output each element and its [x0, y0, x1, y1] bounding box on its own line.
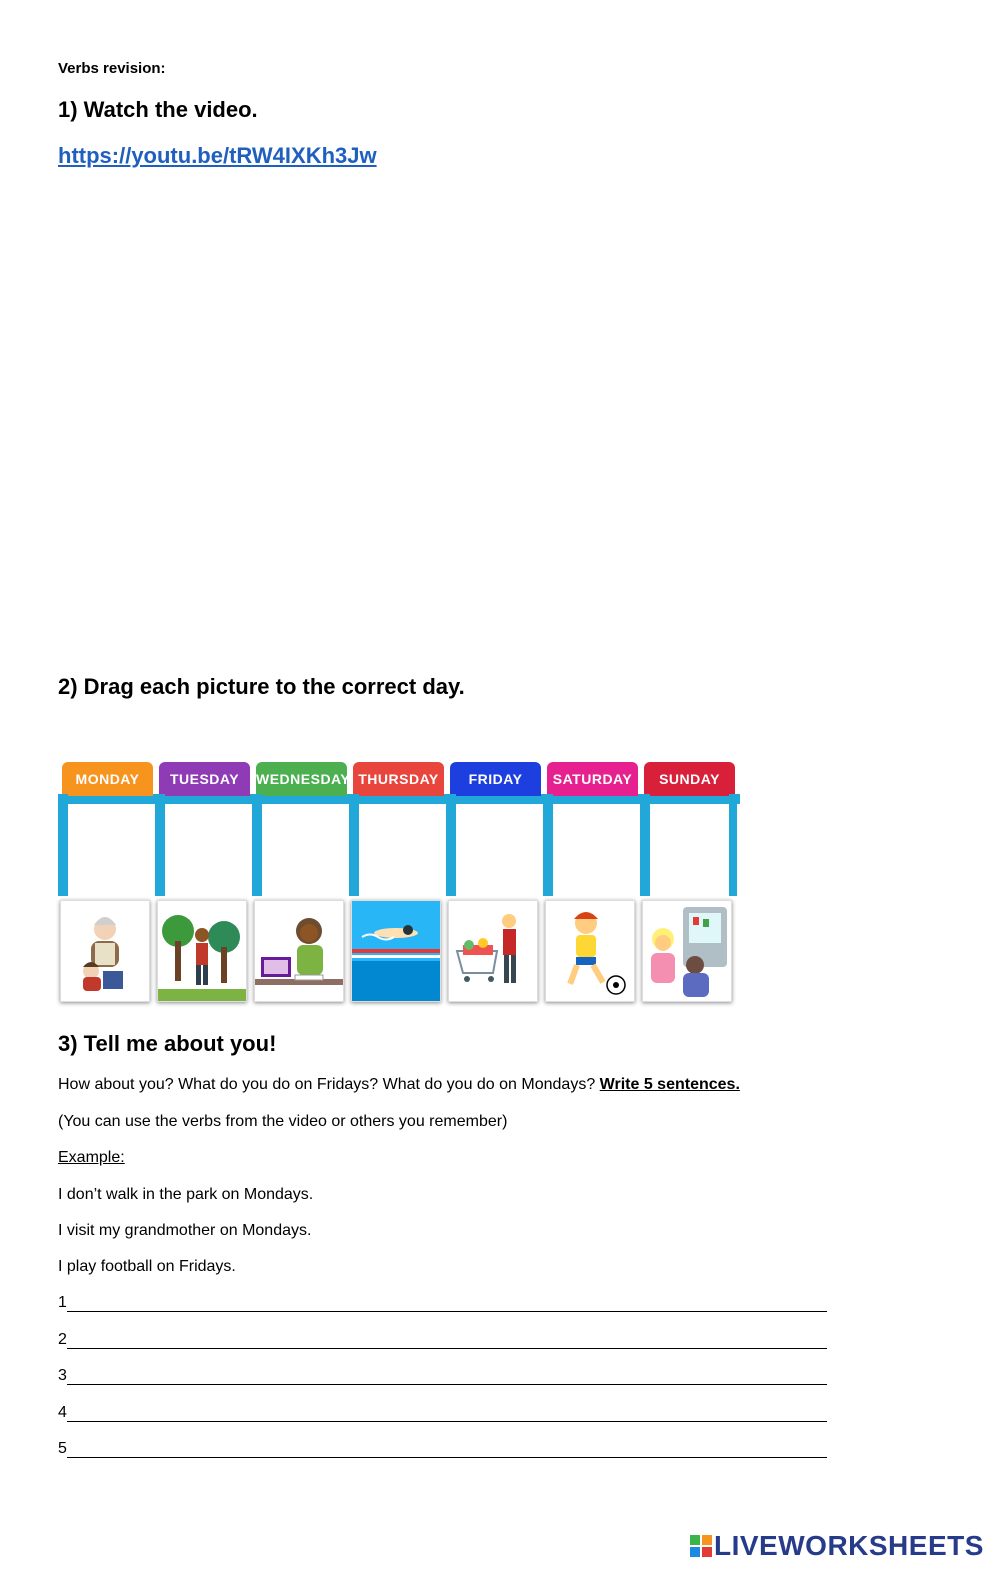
section-1-heading: 1) Watch the video. — [58, 97, 258, 122]
day-label-tuesday: TUESDAY — [159, 762, 250, 796]
answer-blank[interactable] — [67, 1405, 827, 1422]
weekday-calendar — [58, 760, 740, 898]
answer-number: 4 — [58, 1404, 67, 1421]
drop-zone-sunday[interactable] — [650, 804, 737, 894]
swimming-illustration — [352, 901, 440, 1001]
picture-card-walking-in-park[interactable] — [157, 900, 247, 1002]
example-sentence: I visit my grandmother on Mondays. — [58, 1222, 312, 1239]
answer-blank[interactable] — [67, 1368, 827, 1385]
question: How about you? What do you do on Fridays? What do you do on Mondays? — [58, 1076, 596, 1093]
drop-zone-tuesday[interactable] — [165, 804, 252, 894]
answer-number: 5 — [58, 1440, 67, 1457]
answer-line-5[interactable] — [58, 1440, 827, 1458]
calendar-divider — [640, 794, 650, 896]
answer-line-3[interactable] — [58, 1367, 827, 1385]
calendar-divider — [729, 794, 737, 896]
picture-card-swimming[interactable] — [351, 900, 441, 1002]
shopping-cart-illustration — [449, 901, 537, 1001]
calendar-divider — [446, 794, 456, 896]
example-sentence: I play football on Fridays. — [58, 1258, 236, 1275]
section-2-heading: 2) Drag each picture to the correct day. — [58, 674, 465, 699]
drop-zone-wednesday[interactable] — [262, 804, 349, 894]
liveworksheets-logo — [690, 1530, 984, 1562]
drop-zone-friday[interactable] — [456, 804, 543, 894]
liveworksheets-logo-icon — [690, 1535, 712, 1557]
calendar-divider — [155, 794, 165, 896]
calendar-divider — [252, 794, 262, 896]
answer-blank[interactable] — [67, 1441, 827, 1458]
answer-number: 3 — [58, 1367, 67, 1384]
day-label-thursday: THURSDAY — [353, 762, 444, 796]
day-label-friday: FRIDAY — [450, 762, 541, 796]
logo-text: LIVEWORKSHEETS — [714, 1530, 984, 1561]
drop-zone-thursday[interactable] — [359, 804, 446, 894]
hint-text: (You can use the verbs from the video or others you remember) — [58, 1113, 508, 1130]
video-link[interactable]: https://youtu.be/tRW4IXKh3Jw — [58, 143, 377, 168]
walking-in-park-illustration — [158, 901, 246, 1001]
answer-blank[interactable] — [67, 1332, 827, 1349]
question-emphasis: Write 5 sentences. — [599, 1076, 740, 1093]
playing-football-illustration — [546, 901, 634, 1001]
answer-blank[interactable] — [67, 1295, 827, 1312]
calendar-divider — [349, 794, 359, 896]
answer-number: 1 — [58, 1294, 67, 1311]
day-label-sunday: SUNDAY — [644, 762, 735, 796]
answer-line-2[interactable] — [58, 1331, 827, 1349]
answer-line-1[interactable] — [58, 1294, 827, 1312]
studying-at-computer-illustration — [255, 901, 343, 1001]
picture-row — [58, 900, 738, 1004]
example-sentence: I don’t walk in the park on Mondays. — [58, 1186, 314, 1203]
drop-zone-saturday[interactable] — [553, 804, 640, 894]
worksheet-title: Verbs revision: — [58, 60, 166, 77]
calendar-divider — [58, 794, 68, 896]
picture-card-playing-football[interactable] — [545, 900, 635, 1002]
day-label-saturday: SATURDAY — [547, 762, 638, 796]
day-label-wednesday: WEDNESDAY — [256, 762, 347, 796]
question-text — [58, 1076, 740, 1094]
drop-zone-monday[interactable] — [68, 804, 155, 894]
picture-card-grandmother-and-child[interactable] — [60, 900, 150, 1002]
answer-line-4[interactable] — [58, 1404, 827, 1422]
calendar-divider — [543, 794, 553, 896]
grandmother-and-child-illustration — [61, 901, 149, 1001]
section-3-heading: 3) Tell me about you! — [58, 1031, 277, 1056]
day-label-monday: MONDAY — [62, 762, 153, 796]
picture-card-studying-at-computer[interactable] — [254, 900, 344, 1002]
answer-number: 2 — [58, 1331, 67, 1348]
example-label: Example: — [58, 1149, 125, 1166]
picture-card-vending-machine-children[interactable] — [642, 900, 732, 1002]
picture-card-shopping-cart[interactable] — [448, 900, 538, 1002]
vending-machine-children-illustration — [643, 901, 731, 1001]
